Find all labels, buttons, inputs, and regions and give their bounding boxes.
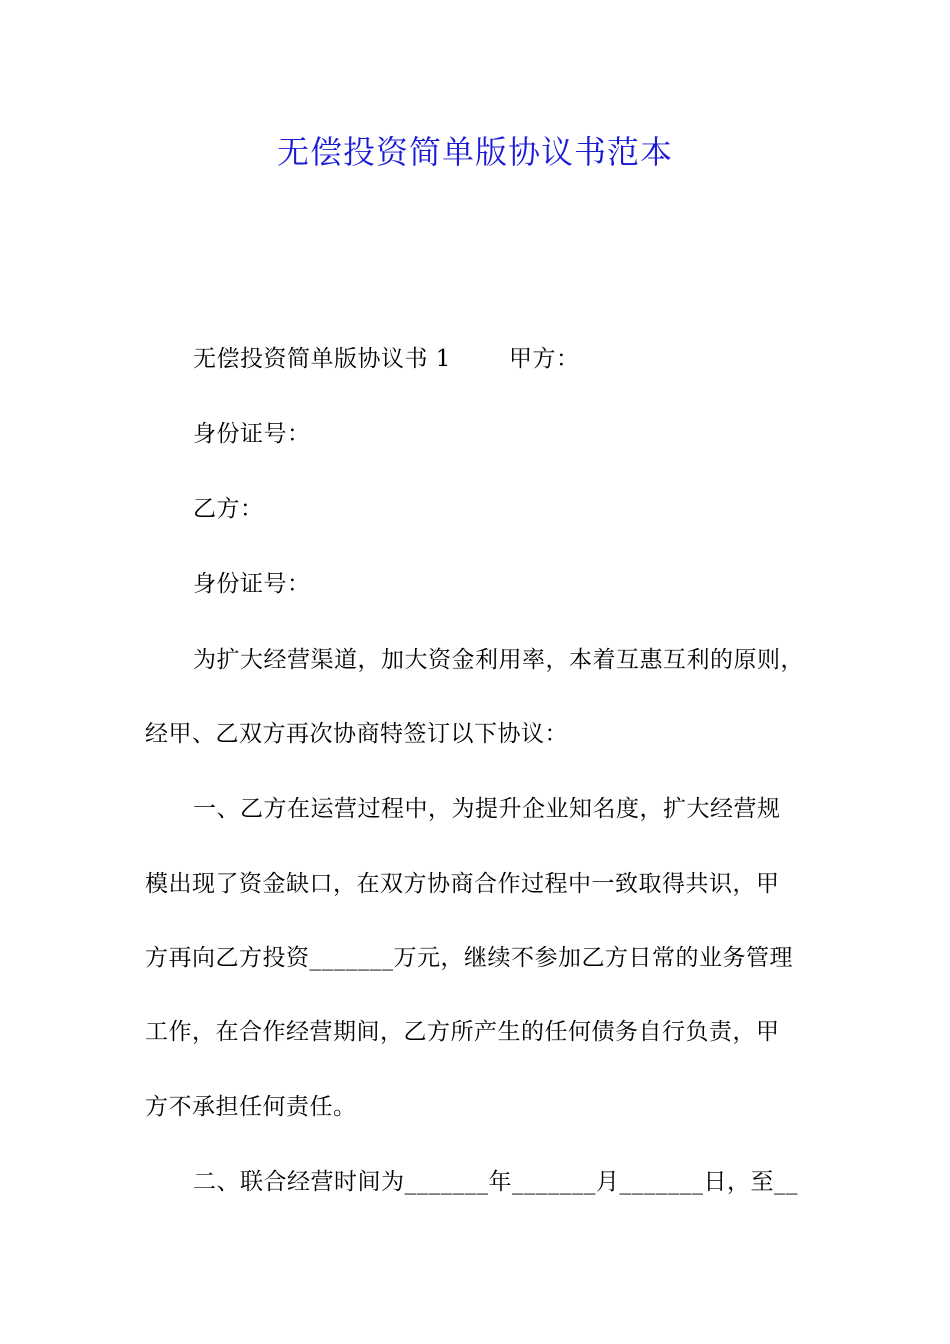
clause-1-line-1: 一、乙方在运营过程中，为提升企业知名度，扩大经营规 [193,796,781,822]
heading-line [193,339,579,379]
preamble-line-2: 经甲、乙双方再次协商特签订以下协议： [145,721,568,747]
party-a-label: 甲方： [508,346,580,372]
agreement-number: 无偿投资简单版协议书 1 [193,346,451,372]
clause-1-line-4: 工作，在合作经营期间，乙方所产生的任何债务自行负责，甲 [145,1019,780,1045]
clause-1-line-5: 方不承担任何责任。 [145,1094,357,1120]
party-b-id-line: 身份证号： [193,571,311,597]
clause-1-line-3: 方再向乙方投资_______万元，继续不参加乙方日常的业务管理 [145,945,793,971]
clause-2-line-1: 二、联合经营时间为_______年_______月_______日，至__ [193,1169,798,1195]
party-b-line: 乙方： [193,496,264,522]
document-title: 无偿投资简单版协议书范本 [276,133,673,171]
clause-1-line-2: 模出现了资金缺口，在双方协商合作过程中一致取得共识，甲 [145,871,780,897]
party-a-id-line: 身份证号： [193,421,311,447]
preamble-line-1: 为扩大经营渠道，加大资金利用率，本着互惠互利的原则， [193,647,804,673]
